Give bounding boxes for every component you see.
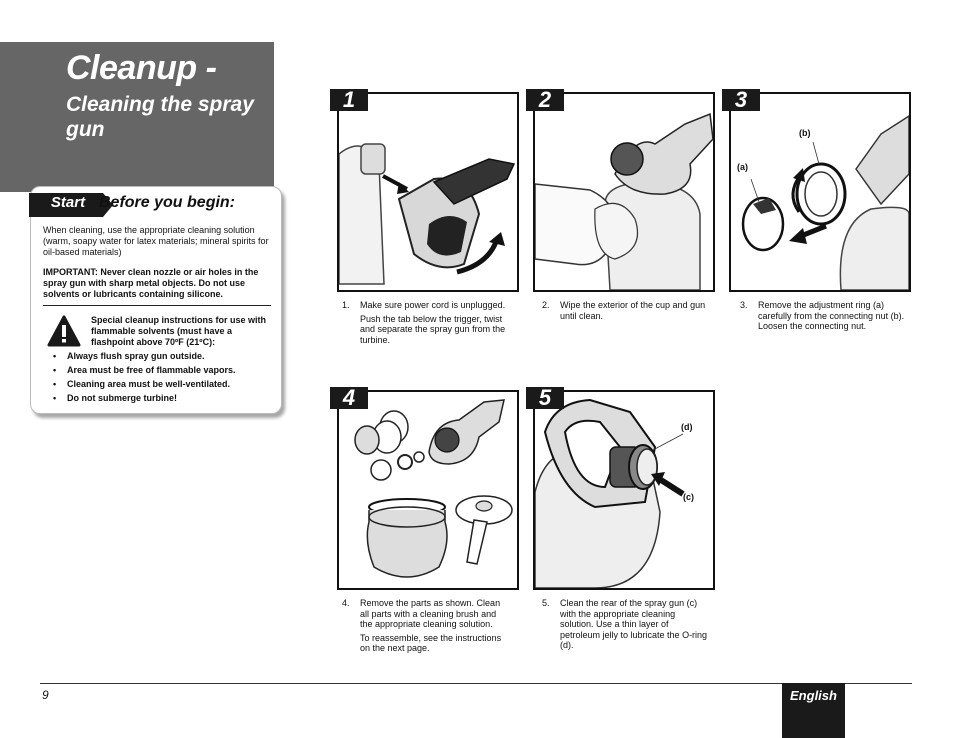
step-4-caption-extra: To reassemble, see the instructions on the next page. [360, 632, 502, 653]
cleaning-solution-note: When cleaning, use the appropriate cleaning solution (warm, soapy water for latex materials; mineral spirits for oil-based materials) [43, 225, 269, 257]
step-1-caption [342, 300, 514, 360]
exclamation-triangle-icon [47, 315, 81, 347]
step-4-caption [342, 598, 514, 668]
warning-list [53, 351, 283, 407]
start-label: Start [50, 194, 86, 211]
step-4-number: 4 [342, 385, 356, 410]
spray-gun-separate-illustration [339, 94, 517, 290]
warning-item: • Area must be free of flammable vapors. [53, 365, 283, 376]
important-note: IMPORTANT: Never clean nozzle or air holes in the spray gun with sharp metal objects. Do not use solvents or lubricants containing silicone. [43, 267, 259, 299]
step-5-caption-number: 5. [542, 598, 550, 608]
before-you-begin-box [30, 186, 282, 414]
step-2-caption-number: 2. [542, 300, 550, 310]
page-number: 9 [42, 688, 49, 702]
step-3-caption-text: Remove the adjustment ring (a) carefully from the connecting nut (b). Loosen the connecting nut. [758, 300, 905, 331]
step-4-caption-number: 4. [342, 598, 350, 608]
step-1-number: 1 [342, 87, 356, 112]
step-1-caption-number: 1. [342, 300, 350, 310]
flammable-warning-text: Special cleanup instructions for use with flammable solvents (must have a flashpoint above 70ºF (21ºC): [91, 315, 267, 347]
language-label: English [790, 688, 837, 703]
step-3-number: 3 [734, 87, 748, 112]
step-3-caption [740, 300, 912, 340]
step-3-caption-number: 3. [740, 300, 748, 310]
step-2-caption [542, 300, 714, 330]
step-2-caption-text: Wipe the exterior of the cup and gun until clean. [560, 300, 706, 321]
warning-item: • Always flush spray gun outside. [53, 351, 283, 362]
step-5-panel [533, 390, 715, 590]
step-4-caption-text: Remove the parts as shown. Clean all parts with a cleaning brush and the appropriate cleaning solution. [360, 598, 501, 629]
label-a: (a) [737, 162, 748, 172]
disassembled-parts-illustration [339, 392, 517, 588]
step-1-panel [337, 92, 519, 292]
step-5-number: 5 [538, 385, 552, 410]
label-d: (d) [681, 422, 693, 432]
step-5-caption-text: Clean the rear of the spray gun (c) with the appropriate cleaning solution. Use a thin layer of petroleum jelly to lubricate the O-ring (d). [560, 598, 708, 650]
before-you-begin-heading: Before you begin: [99, 194, 236, 211]
divider [43, 305, 271, 306]
step-4-panel [337, 390, 519, 590]
step-3-panel [729, 92, 911, 292]
label-c: (c) [683, 492, 694, 502]
wipe-cup-illustration [535, 94, 713, 290]
page-subtitle: Cleaning the spray gun [66, 93, 254, 141]
step-5-caption [542, 598, 714, 658]
step-2-number: 2 [538, 87, 552, 112]
warning-item: • Cleaning area must be well-ventilated. [53, 379, 283, 390]
step-1-caption-extra: Push the tab below the trigger, twist and separate the spray gun from the turbine. [360, 313, 506, 345]
step-2-panel [533, 92, 715, 292]
adjustment-ring-illustration [731, 94, 909, 290]
page-title: Cleanup - [66, 49, 217, 87]
warning-item: • Do not submerge turbine! [53, 393, 283, 404]
step-1-caption-text: Make sure power cord is unplugged. [360, 300, 506, 310]
label-b: (b) [799, 128, 811, 138]
